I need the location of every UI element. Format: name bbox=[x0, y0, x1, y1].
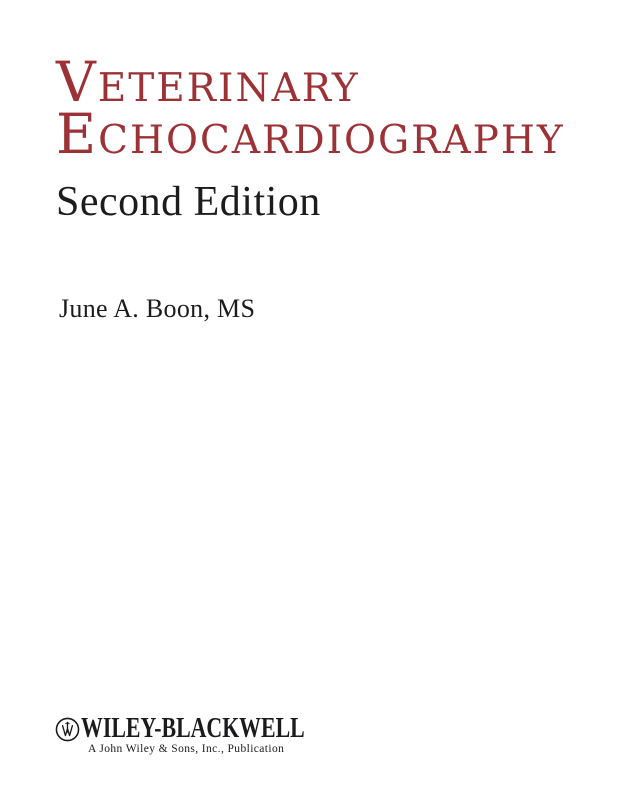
edition-label: Second Edition bbox=[56, 179, 321, 225]
publisher-logo-row bbox=[55, 713, 368, 744]
author-name: June A. Boon, MS bbox=[59, 294, 256, 323]
book-title-line2: Echocardiography bbox=[56, 102, 565, 166]
book-title bbox=[56, 50, 565, 166]
publisher-wordmark: WILEY-BLACKWELL bbox=[81, 713, 305, 744]
book-title-line1: Veterinary bbox=[56, 50, 360, 114]
publisher-logo bbox=[55, 713, 368, 756]
wiley-jw-monogram-icon bbox=[55, 717, 80, 742]
publisher-tagline: A John Wiley & Sons, Inc., Publication bbox=[88, 743, 285, 755]
